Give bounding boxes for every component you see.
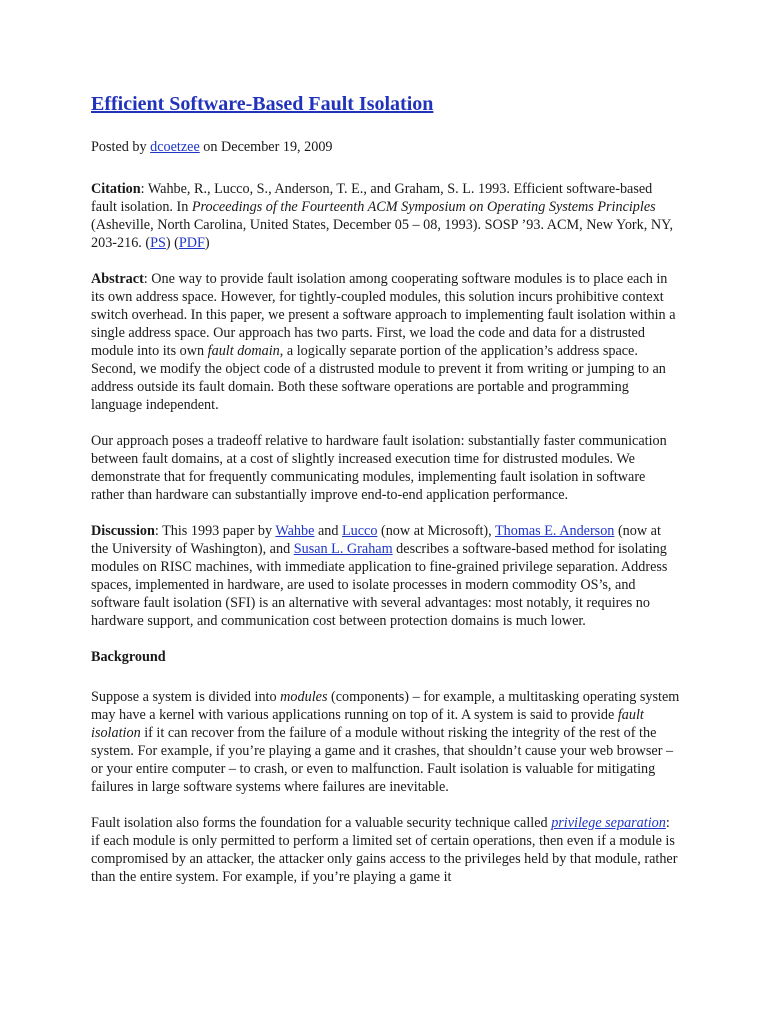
abstract-text: : One way to provide fault isolation among cooperating software modules is to place each in its own address space. However, for tightly-coupled modules, this solution incurs prohibitive context switch overhead. In this paper, we present a software approach to implementing fault isolation within a single address space. Our approach has two parts. First, we load the code and data for a distrusted module into its own xyxy=(91,271,676,359)
background-fault-isolation: fault isolation xyxy=(91,707,644,741)
discussion-paragraph xyxy=(91,522,681,630)
discussion-label: Discussion xyxy=(91,523,155,539)
citation-text-2: (Asheville, North Carolina, United States, December 05 – 08, 1993). SOSP ’93. ACM, New York, NY, 203-216. ( xyxy=(91,217,674,251)
citation-paragraph xyxy=(91,180,681,252)
background-paragraph-1 xyxy=(91,688,681,796)
abstract-text-2: , a logically separate portion of the application’s address space. Second, we modify the object code of a distrusted module to prevent it from writing or jumping to an address outside its fault domain. Both these software operations are portable and programming language independent. xyxy=(91,343,666,413)
citation-text: : Wahbe, R., Lucco, S., Anderson, T. E., and Graham, S. L. 1993. Efficient software-based fault isolation. In xyxy=(91,181,653,215)
abstract-paragraph-1 xyxy=(91,270,681,414)
privilege-separation-link[interactable] xyxy=(551,815,666,831)
article xyxy=(91,90,681,904)
abstract-fault-domain: fault domain xyxy=(207,343,280,359)
posted-date: on December 19, 2009 xyxy=(199,139,333,155)
background-text: Suppose a system is divided into xyxy=(91,689,281,705)
author-link[interactable]: dcoetzee xyxy=(150,139,200,155)
citation-sep: ) ( xyxy=(165,235,179,251)
background-text-4: Fault isolation also forms the foundation for a valuable security technique called xyxy=(91,815,552,831)
lucco-link[interactable]: Lucco xyxy=(341,523,378,539)
citation-end: ) xyxy=(204,235,210,251)
discussion-text-5: describes a software-based method for isolating modules on RISC machines, with immediate application to fine-grained privilege separation. Address spaces, implemented in hardware, are used to isolate processes in modern commodity OS’s, and software fault isolation (SFI) is an alternative with several advantages: most notably, it requires no hardware support, and communication cost between protection domains is much lower. xyxy=(91,541,668,629)
post-title xyxy=(91,90,681,118)
post-meta xyxy=(91,138,681,156)
background-heading: Background xyxy=(91,649,166,665)
wahbe-link[interactable]: Wahbe xyxy=(275,523,315,539)
ps-link[interactable]: PS xyxy=(150,235,166,251)
background-text-3: if it can recover from the failure of a module without risking the integrity of the rest of the system. For example, if you’re playing a game and it crashes, that shouldn’t cause your web browser – or your entire computer – to crash, or even to malfunction. Fault isolation is valuable for mitigating failures in large software systems where failures are inevitable. xyxy=(91,725,674,795)
background-text-2: (components) – for example, a multitasking operating system may have a kernel with various applications running on top of it. A system is said to provide xyxy=(91,689,680,723)
discussion-text: : This 1993 paper by xyxy=(154,523,276,539)
privilege-separation-text: privilege separation xyxy=(551,815,666,831)
abstract-label: Abstract xyxy=(91,271,144,287)
citation-proceedings: Proceedings of the Fourteenth ACM Symposium on Operating Systems Principles xyxy=(191,199,656,215)
pdf-link[interactable]: PDF xyxy=(178,235,205,251)
posted-prefix: Posted by xyxy=(91,139,151,155)
abstract-paragraph-2: Our approach poses a tradeoff relative to hardware fault isolation: substantially faster communication between fault domains, at a cost of slightly increased execution time for distrusted modules. We demonstrate that for frequently communicating modules, implementing fault isolation in software rather than hardware can substantially improve end-to-end application performance. xyxy=(91,433,667,503)
background-paragraph-2 xyxy=(91,814,681,886)
anderson-link[interactable]: Thomas E. Anderson xyxy=(495,523,615,539)
post-title-link[interactable]: Efficient Software-Based Fault Isolation xyxy=(91,93,434,115)
discussion-text-2: and xyxy=(314,523,342,539)
citation-label: Citation xyxy=(91,181,141,197)
discussion-text-3: (now at Microsoft), xyxy=(377,523,495,539)
discussion-text-4: (now at the University of Washington), and xyxy=(91,523,661,557)
background-text-5: : if each module is only permitted to perform a limited set of certain operations, then even if a module is compromised by an attacker, the attacker only gains access to the privileges held by that module, rather than the entire system. For example, if you’re playing a game it xyxy=(91,815,678,885)
background-modules: modules xyxy=(280,689,328,705)
graham-link[interactable]: Susan L. Graham xyxy=(293,541,393,557)
